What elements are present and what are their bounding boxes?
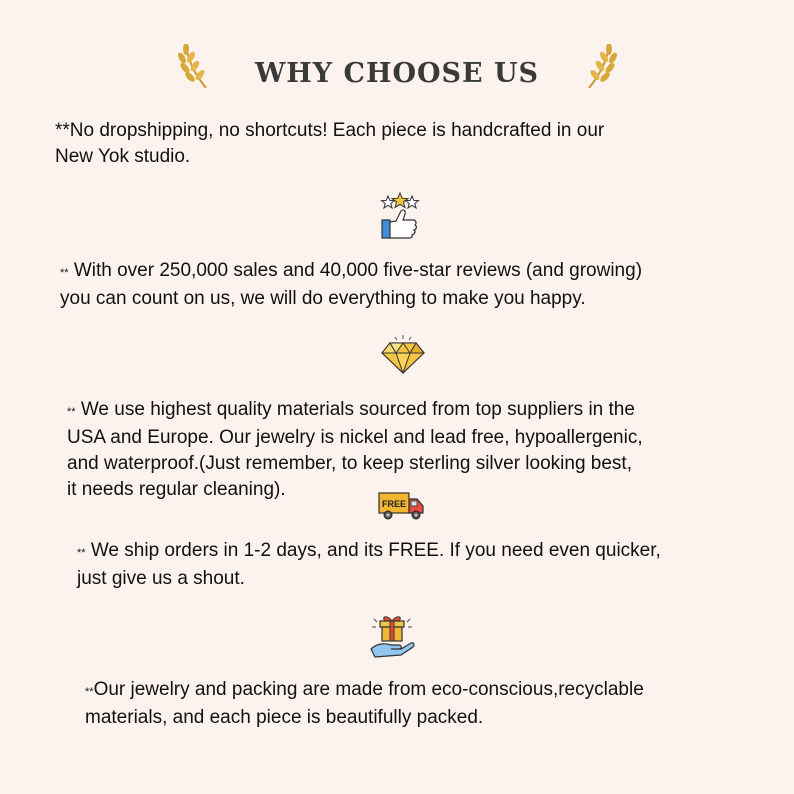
feature-text: With over 250,000 sales and 40,000 five-star reviews (and growing) you can count on us, we will do everything to make you happy.	[60, 260, 643, 309]
gift-in-hand-icon	[367, 613, 417, 659]
feature-materials	[67, 397, 767, 503]
feature-text: We ship orders in 1-2 days, and its FREE. If you need even quicker, just give us a shout.	[77, 540, 661, 589]
feature-prefix: **	[67, 406, 76, 418]
diamond-icon	[380, 335, 426, 375]
page-title: WHY CHOOSE US	[254, 58, 540, 90]
feature-text: We use highest quality materials sourced from top suppliers in the USA and Europe. Our jewelry is nickel and lead free, hypoallergenic, and waterproof.(Just remember, to keep sterling silver looking best, it needs regular cleaning).	[67, 399, 643, 500]
feature-prefix: **	[55, 120, 70, 141]
feature-prefix: **	[60, 267, 69, 279]
laurel-branch-icon	[585, 44, 619, 90]
thumbs-up-stars-icon	[375, 192, 425, 242]
feature-eco-packing	[85, 677, 785, 731]
feature-text: Our jewelry and packing are made from eco-conscious,recyclable materials, and each piece is beautifully packed.	[85, 679, 644, 728]
feature-handcrafted	[55, 118, 755, 170]
truck-label: FREE	[381, 499, 407, 509]
feature-prefix: **	[85, 686, 94, 698]
free-delivery-truck-icon	[378, 490, 424, 522]
feature-prefix: **	[77, 547, 86, 559]
feature-reviews	[60, 258, 770, 312]
feature-shipping	[77, 538, 777, 592]
feature-text: No dropshipping, no shortcuts! Each piece is handcrafted in our New Yok studio.	[55, 120, 605, 167]
